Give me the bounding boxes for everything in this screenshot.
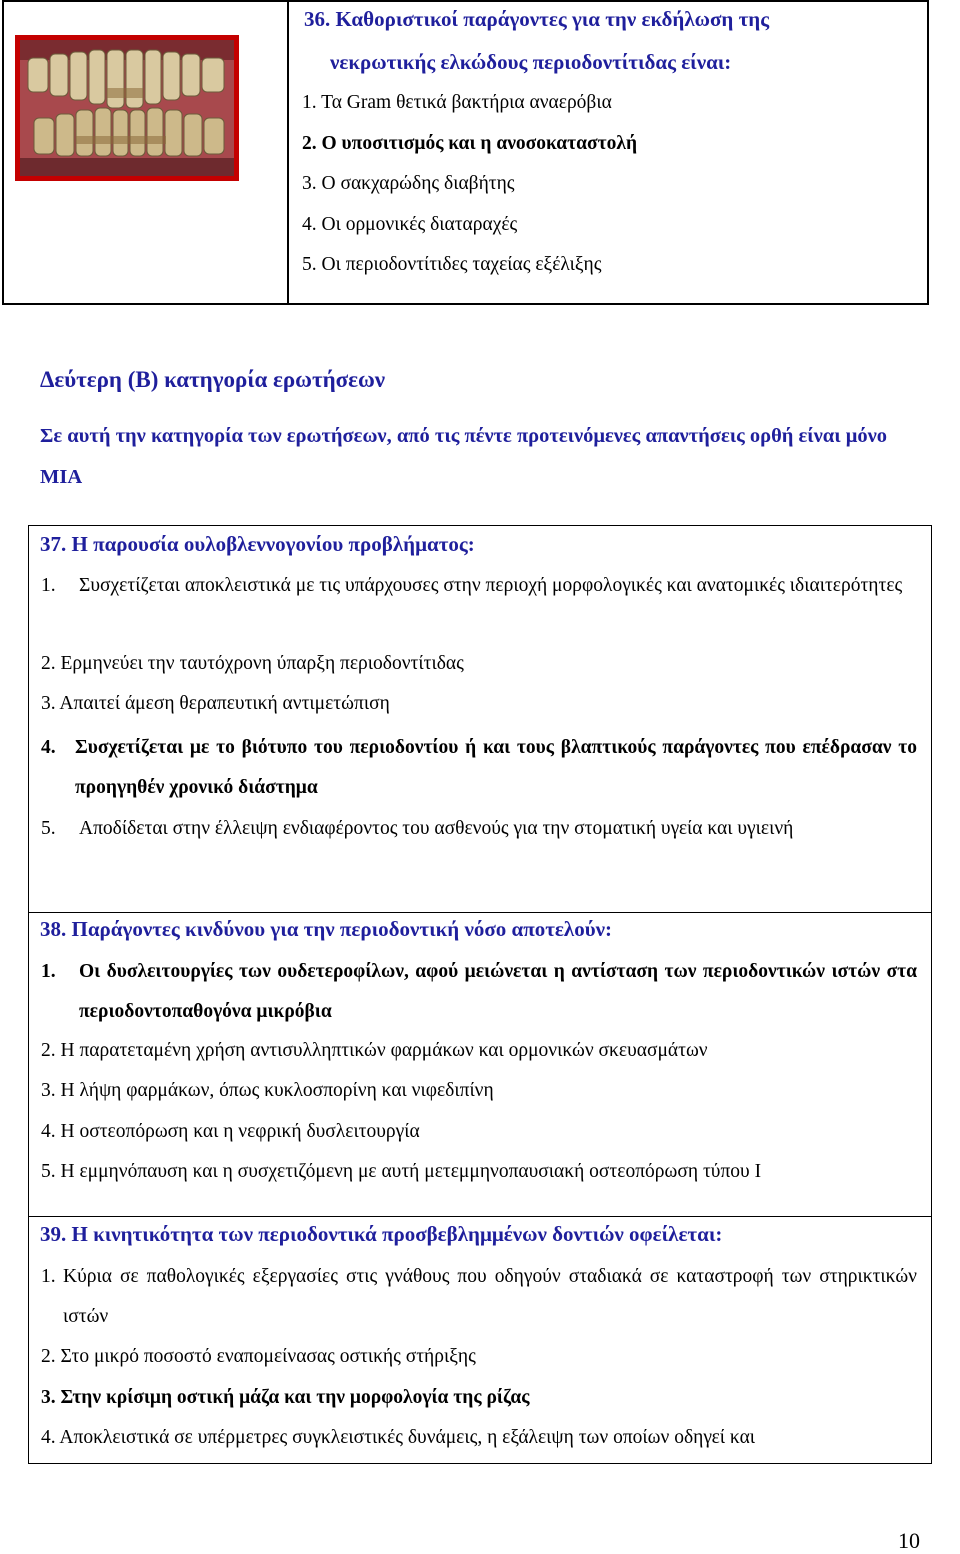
option-1-correct — [41, 952, 917, 1032]
option-3-correct: 3. Στην κρίσιμη οστική μάζα και την μορφολογία της ρίζας — [41, 1387, 530, 1408]
option-5: 5. Οι περιοδοντίτιδες ταχείας εξέλιξης — [302, 254, 602, 275]
option-2: 2. Ερμηνεύει την ταυτόχρονη ύπαρξη περιοδοντίτιδας — [41, 653, 464, 674]
clinical-photo-teeth — [15, 35, 239, 181]
option-text: Αποδίδεται στην έλλειψη ενδιαφέροντος του ασθενούς για την στοματική υγεία και υγιεινή — [79, 818, 794, 839]
option-number: 1. — [41, 961, 56, 982]
option-2: 2. Στο μικρό ποσοστό εναπομείνασας οστικής στήριξης — [41, 1346, 476, 1367]
question-36-table — [2, 0, 929, 305]
option-number: 1. — [41, 575, 56, 596]
page-number: 10 — [898, 1528, 920, 1553]
option-4: 4. Αποκλειστικά σε υπέρμετρες συγκλειστικές δυνάμεις, η εξάλειψη των οποίων οδηγεί και — [41, 1427, 756, 1448]
option-3: 3. Ο σακχαρώδης διαβήτης — [302, 173, 515, 194]
option-1 — [41, 566, 917, 606]
option-4: 4. Οι ορμονικές διαταραχές — [302, 214, 518, 235]
option-2: 2. Η παρατεταμένη χρήση αντισυλληπτικών φαρμάκων και ορμονικών σκευασμάτων — [41, 1040, 708, 1061]
option-text: Συσχετίζεται αποκλειστικά με τις υπάρχουσες στην περιοχή μορφολογικές και ανατομικές ιδιαιτερότητες — [79, 575, 903, 596]
option-number: 4. — [41, 737, 56, 758]
section-description: Σε αυτή την κατηγορία των ερωτήσεων, από τις πέντε προτεινόμενες απαντήσεις ορθή είναι μόνο ΜΙΑ — [40, 425, 888, 488]
option-5 — [41, 809, 917, 849]
option-4-correct — [41, 728, 917, 808]
question-title: 38. Παράγοντες κινδύνου για την περιοδοντική νόσο αποτελούν: — [40, 917, 612, 941]
photo-cell — [4, 2, 289, 303]
section-heading: Δεύτερη (Β) κατηγορία ερωτήσεων — [40, 367, 386, 392]
option-text: Οι δυσλειτουργίες των ουδετεροφίλων, αφού μειώνεται η αντίσταση των περιοδοντικών ιστών στα περιοδοντοπαθογόνα μικρόβια — [79, 961, 917, 1022]
option-text: Συσχετίζεται με το βιότυπο του περιοδοντίου ή και τους βλαπτικούς παράγοντες που επέδρασαν το προηγηθέν χρονικό διάστημα — [75, 737, 917, 798]
question-37-box — [28, 525, 932, 913]
option-1 — [41, 1257, 917, 1337]
option-4: 4. Η οστεοπόρωση και η νεφρική δυσλειτουργία — [41, 1121, 420, 1142]
option-3: 3. Απαιτεί άμεση θεραπευτική αντιμετώπιση — [41, 693, 390, 714]
question-title: 36. Καθοριστικοί παράγοντες για την εκδήλωση της — [304, 7, 770, 31]
question-title-continued: νεκρωτικής ελκώδους περιοδοντίτιδας είναι: — [330, 50, 732, 74]
teeth-illustration — [20, 40, 234, 176]
option-number: 5. — [41, 818, 56, 839]
option-3: 3. Η λήψη φαρμάκων, όπως κυκλοσπορίνη και νιφεδιπίνη — [41, 1080, 494, 1101]
question-38-box — [28, 912, 932, 1217]
question-title: 37. Η παρουσία ουλοβλεννογονίου προβλήματος: — [40, 532, 475, 556]
option-text: Κύρια σε παθολογικές εξεργασίες στις γνάθους που οδηγούν σταδιακά σε καταστροφή των στηρικτικών ιστών — [63, 1266, 917, 1327]
option-number: 1. — [41, 1266, 56, 1287]
option-1: 1. Τα Gram θετικά βακτήρια αναερόβια — [302, 92, 612, 113]
question-title: 39. Η κινητικότητα των περιοδοντικά προσβεβλημμένων δοντιών οφείλεται: — [40, 1222, 723, 1246]
option-2-correct: 2. Ο υποσιτισμός και η ανοσοκαταστολή — [302, 133, 638, 154]
question-39-box — [28, 1216, 932, 1464]
option-5: 5. Η εμμηνόπαυση και η συσχετιζόμενη με αυτή μετεμμηνοπαυσιακή οστεοπόρωση τύπου Ι — [41, 1161, 762, 1182]
